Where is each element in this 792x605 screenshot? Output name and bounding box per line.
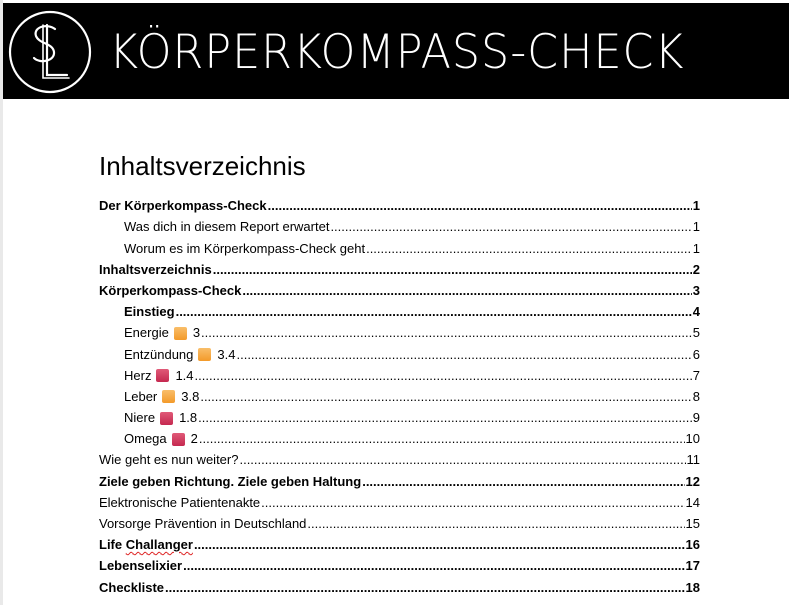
toc-entry[interactable] [99,299,700,320]
toc-entry-page-number: 1 [692,198,700,214]
toc-entry-title [99,495,260,511]
toc-entry-label: Einstieg [124,304,175,320]
toc-entry-label: Was dich in diesem Report erwartet [124,219,330,235]
banner [3,3,789,99]
toc-entry-title [99,537,193,553]
toc-entry[interactable] [99,511,700,532]
toc-entry-page-number: 5 [692,325,700,341]
toc-entry-title [124,389,199,405]
toc-entry-page-number: 9 [692,410,700,426]
toc-entry-score: 3.8 [181,388,200,404]
orange-square-icon [198,348,211,361]
toc-entry-title [124,325,200,341]
toc-entry-page-number: 10 [685,431,700,447]
toc-entry-page-number: 12 [685,473,700,489]
toc-entry[interactable] [99,341,700,362]
toc-heading: Inhaltsverzeichnis [99,151,306,181]
toc-entry[interactable] [99,320,700,341]
toc-entry-label: Vorsorge Prävention in Deutschland [99,516,307,531]
toc-entry-page-number: 17 [685,558,700,574]
dot-leader [194,537,685,553]
toc-entry-title [99,580,164,596]
toc-entry-title [99,474,361,490]
dot-leader [366,241,692,257]
toc-entry-label: Der Körperkompass-Check [99,198,267,214]
orange-square-icon [174,327,187,340]
toc-entry-title [99,452,238,468]
dot-leader [261,495,684,511]
toc-entry-label: Körperkompass-Check [99,282,242,298]
toc-entry[interactable] [99,426,700,447]
toc-entry[interactable] [99,468,700,489]
toc-entry[interactable] [99,363,700,384]
toc-entry[interactable] [99,278,700,299]
toc-entry-score: 2 [190,431,198,447]
toc-entry[interactable] [99,257,700,278]
dot-leader [213,262,692,278]
dot-leader [268,198,692,214]
toc-entry-label: Inhaltsverzeichnis [99,261,212,277]
toc-entry-label: Omega [124,431,167,447]
toc-entry-score: 1.8 [179,410,198,426]
toc-entry[interactable] [99,193,700,214]
toc-entry[interactable] [99,553,700,574]
toc-entry-page-number: 8 [692,388,700,404]
dot-leader [330,219,691,235]
table-of-contents [99,193,700,596]
toc-entry-label: Life [99,537,123,553]
toc-entry-page-number: 4 [692,304,700,320]
toc-entry-score: 3 [192,325,201,341]
toc-entry-label: Worum es im Körperkompass-Check geht [124,240,366,256]
toc-entry-page-number: 3 [692,282,700,298]
toc-entry[interactable] [99,574,700,595]
toc-entry-label: Entzündung [124,346,194,362]
toc-entry-page-number: 15 [685,516,700,531]
toc-entry-page-number: 14 [685,494,700,510]
banner-title: KÖRPERKOMPASS-CHECK [109,25,685,80]
toc-entry-title [124,241,365,257]
toc-entry[interactable] [99,214,700,235]
toc-entry-title [99,283,241,299]
toc-entry-page-number: 7 [692,367,700,383]
toc-entry-label: Herz [124,367,152,383]
toc-entry-label: Lebenselixier [99,558,183,574]
toc-entry-score: 3.4 [217,346,236,362]
dot-leader [199,431,685,447]
dot-leader [239,452,685,468]
toc-entry-title [124,368,194,384]
toc-entry-label: Elektronische Patientenakte [99,494,261,510]
dot-leader [236,347,691,363]
dot-leader [201,325,692,341]
toc-entry-page-number: 18 [685,579,700,595]
red-square-icon [160,412,173,425]
dot-leader [183,558,684,574]
toc-entry-title [99,516,306,532]
sl-monogram-logo-icon [7,7,93,97]
dot-leader [242,283,691,299]
toc-entry[interactable] [99,490,700,511]
toc-entry-label: Energie [124,325,169,341]
toc-entry-label-spellcheck-flagged: Challanger [125,537,193,553]
toc-entry-label: Niere [124,410,156,426]
toc-entry-title [99,262,212,278]
toc-entry-label: Ziele geben Richtung. Ziele geben Haltung [99,473,362,489]
toc-entry-page-number: 16 [685,537,700,553]
toc-entry-label: Wie geht es nun weiter? [99,452,239,468]
toc-entry-label: Leber [124,388,158,404]
toc-entry[interactable] [99,405,700,426]
toc-entry-page-number: 1 [692,219,700,235]
toc-entry-title [124,431,198,447]
toc-entry-title [124,304,175,320]
toc-entry-title [124,219,329,235]
toc-entry-page-number: 2 [692,261,700,277]
toc-entry-label: Checkliste [99,579,165,595]
dot-leader [362,474,684,490]
toc-entry-page-number: 11 [686,452,700,468]
toc-entry[interactable] [99,235,700,256]
toc-entry-title [99,198,267,214]
red-square-icon [156,369,169,382]
toc-entry-title [124,410,197,426]
dot-leader [176,304,692,320]
toc-entry-page-number: 1 [692,240,700,256]
dot-leader [200,389,691,405]
toc-entry[interactable] [99,532,700,553]
dot-leader [165,580,684,596]
toc-entry-title [124,347,235,363]
dot-leader [198,410,692,426]
red-square-icon [172,433,185,446]
toc-entry[interactable] [99,384,700,405]
toc-entry-page-number: 6 [692,346,700,362]
dot-leader [195,368,692,384]
orange-square-icon [162,390,175,403]
dot-leader [307,516,684,532]
toc-entry-score: 1.4 [175,367,194,383]
toc-entry-title [99,558,182,574]
toc-entry[interactable] [99,447,700,468]
